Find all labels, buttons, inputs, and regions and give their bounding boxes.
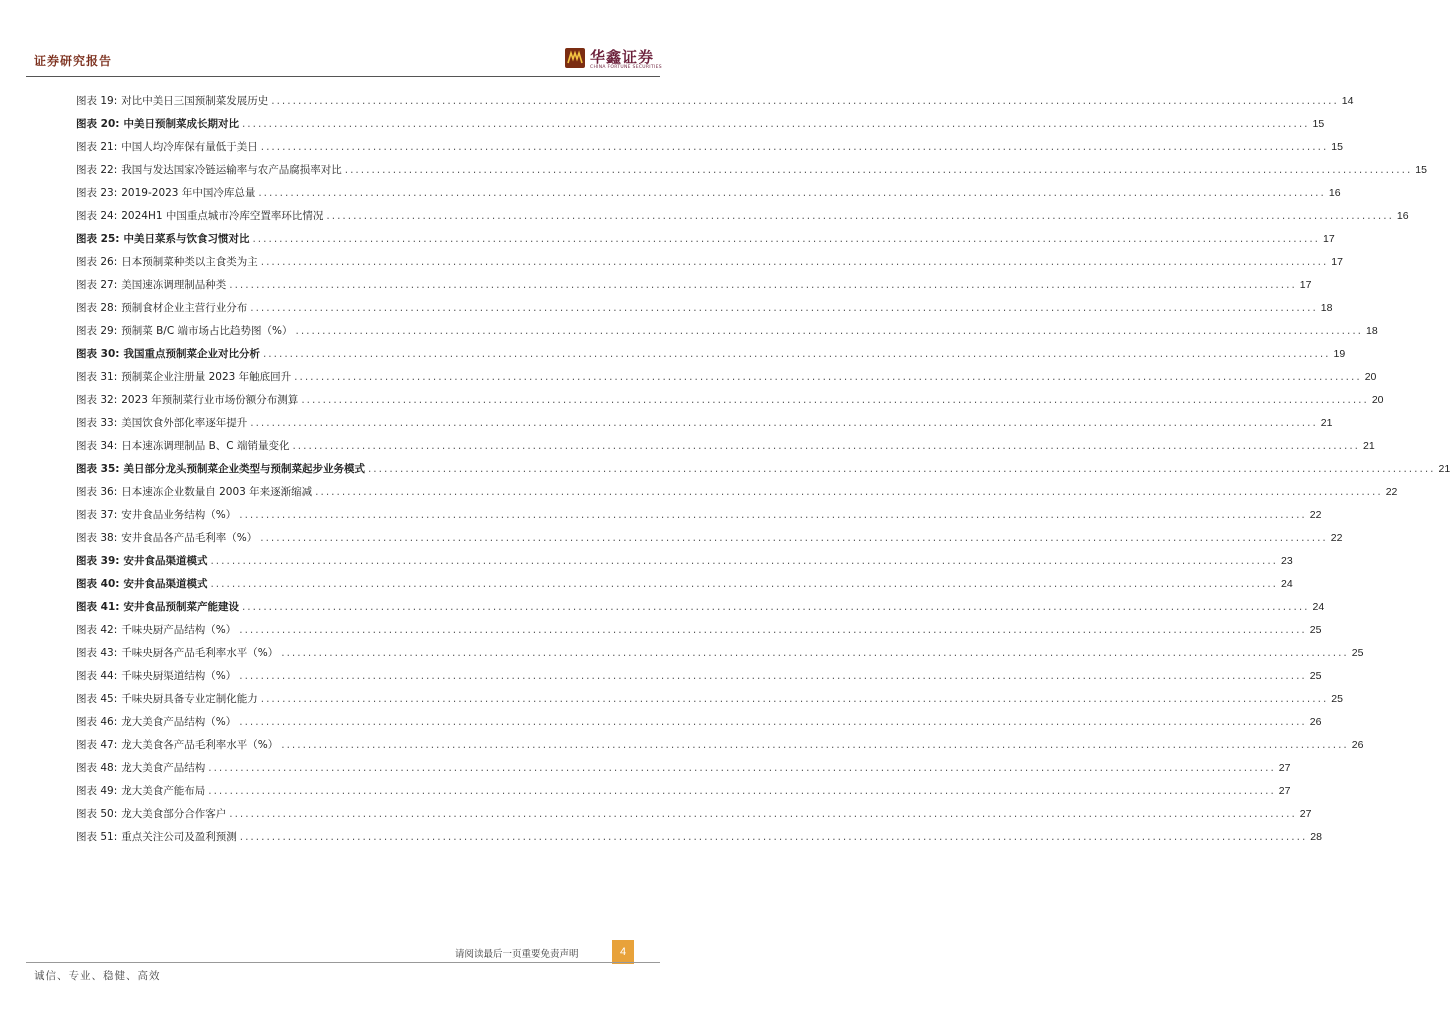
- toc-entry-title: 美日部分龙头预制菜企业类型与预制菜起步业务模式: [123, 463, 365, 475]
- toc-leader-dots: ........................................................................................................................................................................................................: [241, 601, 1310, 613]
- toc-entry-page: 25: [1309, 670, 1322, 682]
- toc-leader-dots: ........................................................................................................................................................................................................: [315, 486, 1383, 498]
- toc-entry-label: 图表 48:: [76, 762, 118, 774]
- toc-entry[interactable]: [76, 550, 1293, 573]
- toc-entry-title: 对比中美日三国预制菜发展历史: [121, 95, 269, 107]
- toc-entry-title: 美国饮食外部化率逐年提升: [121, 417, 248, 429]
- toc-entry[interactable]: [76, 159, 1427, 182]
- toc-entry-title: 龙大美食部分合作客户: [121, 808, 227, 820]
- toc-entry-title: 日本预制菜种类以主食类为主: [121, 256, 258, 268]
- toc-entry-label: 图表 29:: [76, 325, 118, 337]
- toc-entry[interactable]: [76, 734, 1364, 757]
- toc-entry-title: 龙大美食产能布局: [121, 785, 206, 797]
- toc-entry-page: 27: [1278, 762, 1291, 774]
- toc-leader-dots: ........................................................................................................................................................................................................: [292, 440, 1360, 452]
- toc-leader-dots: ........................................................................................................................................................................................................: [229, 808, 1297, 820]
- toc-leader-dots: ........................................................................................................................................................................................................: [252, 233, 1320, 245]
- toc-entry-page: 25: [1309, 624, 1322, 636]
- toc-entry-title: 日本速冻企业数量自 2003 年来逐渐缩减: [121, 486, 313, 498]
- toc-entry[interactable]: [76, 803, 1312, 826]
- toc-entry[interactable]: [76, 826, 1322, 849]
- toc-entry-page: 23: [1281, 555, 1293, 567]
- toc-entry[interactable]: [76, 228, 1335, 251]
- toc-entry-label: 图表 43:: [76, 647, 118, 659]
- toc-entry-label: 图表 24:: [76, 210, 118, 222]
- toc-entry-label: 图表 44:: [76, 670, 118, 682]
- toc-entry-page: 28: [1310, 831, 1322, 843]
- report-type-title: 证券研究报告: [34, 54, 113, 68]
- toc-leader-dots: ........................................................................................................................................................................................................: [239, 716, 1307, 728]
- toc-entry-label: 图表 36:: [76, 486, 118, 498]
- toc-entry-title: 龙大美食产品结构（%）: [121, 716, 237, 728]
- toc-entry-page: 17: [1331, 256, 1343, 268]
- toc-leader-dots: ........................................................................................................................................................................................................: [344, 164, 1413, 176]
- toc-entry-title: 千味央厨具备专业定制化能力: [121, 693, 258, 705]
- toc-entry[interactable]: [76, 412, 1333, 435]
- toc-entry-page: 18: [1320, 302, 1333, 314]
- toc-entry[interactable]: [76, 619, 1322, 642]
- toc-entry-label: 图表 21:: [76, 141, 118, 153]
- toc-leader-dots: ........................................................................................................................................................................................................: [260, 141, 1329, 153]
- toc-entry-label: 图表 50:: [76, 808, 118, 820]
- company-slogan: 诚信、专业、稳健、高效: [34, 970, 161, 982]
- toc-entry[interactable]: [76, 527, 1343, 550]
- toc-entry-page: 21: [1363, 440, 1375, 452]
- toc-entry-label: 图表 33:: [76, 417, 118, 429]
- toc-entry-title: 安井食品预制菜产能建设: [123, 601, 239, 613]
- toc-leader-dots: ........................................................................................................................................................................................................: [208, 785, 1276, 797]
- toc-entry[interactable]: [76, 504, 1322, 527]
- toc-leader-dots: ........................................................................................................................................................................................................: [295, 325, 1364, 337]
- toc-entry-title: 我国重点预制菜企业对比分析: [123, 348, 260, 360]
- toc-entry-page: 17: [1299, 279, 1312, 291]
- toc-entry-page: 22: [1309, 509, 1322, 521]
- toc-entry[interactable]: [76, 366, 1377, 389]
- footer-divider: [26, 962, 660, 963]
- toc-entry-page: 16: [1396, 210, 1409, 222]
- toc-entry-page: 20: [1371, 394, 1384, 406]
- toc-entry-page: 14: [1341, 95, 1354, 107]
- toc-entry[interactable]: [76, 596, 1325, 619]
- toc-leader-dots: ........................................................................................................................................................................................................: [208, 762, 1276, 774]
- toc-entry[interactable]: [76, 389, 1384, 412]
- toc-leader-dots: ........................................................................................................................................................................................................: [250, 417, 1318, 429]
- toc-entry-label: 图表 45:: [76, 693, 118, 705]
- toc-entry-page: 19: [1333, 348, 1346, 360]
- toc-entry[interactable]: [76, 136, 1343, 159]
- toc-leader-dots: ........................................................................................................................................................................................................: [281, 647, 1349, 659]
- toc-entry-label: 图表 51:: [76, 831, 118, 843]
- company-logo: [565, 46, 665, 74]
- toc-entry-label: 图表 30:: [76, 348, 120, 360]
- toc-leader-dots: ........................................................................................................................................................................................................: [210, 555, 1278, 567]
- toc-entry[interactable]: [76, 343, 1346, 366]
- toc-entry-page: 27: [1278, 785, 1291, 797]
- toc-entry-label: 图表 35:: [76, 463, 120, 475]
- header-divider: [26, 76, 660, 77]
- toc-entry-label: 图表 39:: [76, 555, 120, 567]
- toc-entry-page: 25: [1351, 647, 1364, 659]
- disclaimer-notice: 请阅读最后一页重要免责声明: [455, 949, 579, 960]
- toc-leader-dots: ........................................................................................................................................................................................................: [260, 532, 1328, 544]
- toc-entry-title: 2024H1 中国重点城市冷库空置率环比情况: [121, 210, 324, 222]
- toc-entry-label: 图表 26:: [76, 256, 118, 268]
- toc-entry-page: 15: [1331, 141, 1343, 153]
- toc-entry-page: 24: [1281, 578, 1293, 590]
- toc-entry-label: 图表 41:: [76, 601, 120, 613]
- toc-entry-page: 22: [1385, 486, 1398, 498]
- toc-entry-page: 25: [1331, 693, 1343, 705]
- toc-entry-page: 15: [1312, 118, 1325, 130]
- toc-entry-label: 图表 25:: [76, 233, 120, 245]
- toc-entry-label: 图表 49:: [76, 785, 118, 797]
- toc-leader-dots: ........................................................................................................................................................................................................: [260, 256, 1329, 268]
- toc-leader-dots: ........................................................................................................................................................................................................: [229, 279, 1297, 291]
- toc-entry[interactable]: [76, 205, 1409, 228]
- toc-entry[interactable]: [76, 688, 1343, 711]
- toc-entry-page: 24: [1312, 601, 1325, 613]
- toc-entry-title: 我国与发达国家冷链运输率与农产品腐损率对比: [121, 164, 342, 176]
- toc-entry-page: 20: [1364, 371, 1377, 383]
- toc-entry-label: 图表 46:: [76, 716, 118, 728]
- toc-entry-page: 18: [1366, 325, 1378, 337]
- toc-entry-label: 图表 22:: [76, 164, 118, 176]
- toc-entry-title: 龙大美食各产品毛利率水平（%）: [121, 739, 279, 751]
- toc-leader-dots: ........................................................................................................................................................................................................: [326, 210, 1394, 222]
- toc-leader-dots: ........................................................................................................................................................................................................: [301, 394, 1369, 406]
- toc-entry-title: 预制食材企业主营行业分布: [121, 302, 248, 314]
- toc-entry-title: 中美日预制菜成长期对比: [123, 118, 239, 130]
- toc-entry-title: 2019-2023 年中国冷库总量: [121, 187, 256, 199]
- toc-leader-dots: ........................................................................................................................................................................................................: [367, 463, 1436, 475]
- toc-entry-page: 21: [1320, 417, 1333, 429]
- toc-entry-title: 预制菜 B/C 端市场占比趋势图（%）: [121, 325, 293, 337]
- toc-entry-label: 图表 31:: [76, 371, 118, 383]
- toc-leader-dots: ........................................................................................................................................................................................................: [239, 670, 1307, 682]
- toc-entry[interactable]: [76, 481, 1398, 504]
- toc-entry-label: 图表 32:: [76, 394, 118, 406]
- toc-leader-dots: ........................................................................................................................................................................................................: [239, 831, 1308, 843]
- toc-entry-label: 图表 42:: [76, 624, 118, 636]
- toc-entry-label: 图表 40:: [76, 578, 120, 590]
- toc-entry-title: 预制菜企业注册量 2023 年触底回升: [121, 371, 292, 383]
- toc-entry-title: 美国速冻调理制品种类: [121, 279, 227, 291]
- toc-leader-dots: ........................................................................................................................................................................................................: [262, 348, 1331, 360]
- toc-entry-title: 中美日菜系与饮食习惯对比: [123, 233, 250, 245]
- toc-leader-dots: ........................................................................................................................................................................................................: [241, 118, 1310, 130]
- toc-entry[interactable]: [76, 757, 1291, 780]
- toc-entry[interactable]: [76, 458, 1450, 481]
- page-number-badge: 4: [612, 940, 634, 964]
- toc-leader-dots: ........................................................................................................................................................................................................: [239, 509, 1307, 521]
- toc-entry-label: 图表 27:: [76, 279, 118, 291]
- toc-entry[interactable]: [76, 642, 1364, 665]
- toc-entry[interactable]: [76, 665, 1322, 688]
- toc-entry-title: 安井食品渠道模式: [123, 578, 208, 590]
- toc-entry[interactable]: [76, 435, 1375, 458]
- logo-chinese-name: 华鑫证券: [590, 48, 655, 66]
- toc-leader-dots: ........................................................................................................................................................................................................: [281, 739, 1349, 751]
- toc-entry-label: 图表 38:: [76, 532, 118, 544]
- toc-entry[interactable]: [76, 297, 1333, 320]
- toc-entry-page: 16: [1328, 187, 1341, 199]
- toc-entry-title: 龙大美食产品结构: [121, 762, 206, 774]
- toc-leader-dots: ........................................................................................................................................................................................................: [210, 578, 1278, 590]
- logo-english-name: CHINA FORTUNE SECURITIES: [590, 65, 662, 70]
- fortune-logo-icon: [565, 48, 585, 68]
- toc-leader-dots: ........................................................................................................................................................................................................: [239, 624, 1307, 636]
- toc-entry-label: 图表 37:: [76, 509, 118, 521]
- toc-entry-title: 2023 年预制菜行业市场份额分布测算: [121, 394, 299, 406]
- toc-entry-title: 日本速冻调理制品 B、C 端销量变化: [121, 440, 290, 452]
- toc-entry-page: 26: [1351, 739, 1364, 751]
- toc-entry-title: 安井食品渠道模式: [123, 555, 208, 567]
- toc-entry-title: 千味央厨各产品毛利率水平（%）: [121, 647, 279, 659]
- toc-entry[interactable]: [76, 182, 1341, 205]
- toc-entry-title: 中国人均冷库保有量低于美日: [121, 141, 258, 153]
- toc-entry-page: 17: [1323, 233, 1335, 245]
- toc-entry-title: 安井食品各产品毛利率（%）: [121, 532, 258, 544]
- toc-leader-dots: ........................................................................................................................................................................................................: [258, 187, 1326, 199]
- toc-leader-dots: ........................................................................................................................................................................................................: [260, 693, 1329, 705]
- toc-leader-dots: ........................................................................................................................................................................................................: [294, 371, 1362, 383]
- toc-entry-title: 安井食品业务结构（%）: [121, 509, 237, 521]
- toc-leader-dots: ........................................................................................................................................................................................................: [250, 302, 1318, 314]
- toc-entry[interactable]: [76, 320, 1378, 343]
- toc-entry[interactable]: [76, 780, 1291, 803]
- toc-entry[interactable]: [76, 251, 1343, 274]
- toc-entry-label: 图表 28:: [76, 302, 118, 314]
- toc-entry-title: 重点关注公司及盈利预测: [121, 831, 237, 843]
- toc-entry[interactable]: [76, 573, 1293, 596]
- table-of-figures: [76, 90, 1450, 849]
- toc-leader-dots: ........................................................................................................................................................................................................: [271, 95, 1339, 107]
- toc-entry[interactable]: [76, 274, 1312, 297]
- toc-entry-page: 22: [1330, 532, 1343, 544]
- toc-entry-page: 26: [1309, 716, 1322, 728]
- toc-entry-label: 图表 23:: [76, 187, 118, 199]
- toc-entry[interactable]: [76, 113, 1325, 136]
- toc-entry-label: 图表 19:: [76, 95, 118, 107]
- toc-entry-label: 图表 34:: [76, 440, 118, 452]
- toc-entry-page: 27: [1299, 808, 1312, 820]
- toc-entry-page: 15: [1415, 164, 1427, 176]
- toc-entry-label: 图表 20:: [76, 118, 120, 130]
- toc-entry[interactable]: [76, 711, 1322, 734]
- toc-entry-title: 千味央厨产品结构（%）: [121, 624, 237, 636]
- toc-entry-page: 21: [1438, 463, 1450, 475]
- toc-entry-title: 千味央厨渠道结构（%）: [121, 670, 237, 682]
- toc-entry[interactable]: [76, 90, 1354, 113]
- toc-entry-label: 图表 47:: [76, 739, 118, 751]
